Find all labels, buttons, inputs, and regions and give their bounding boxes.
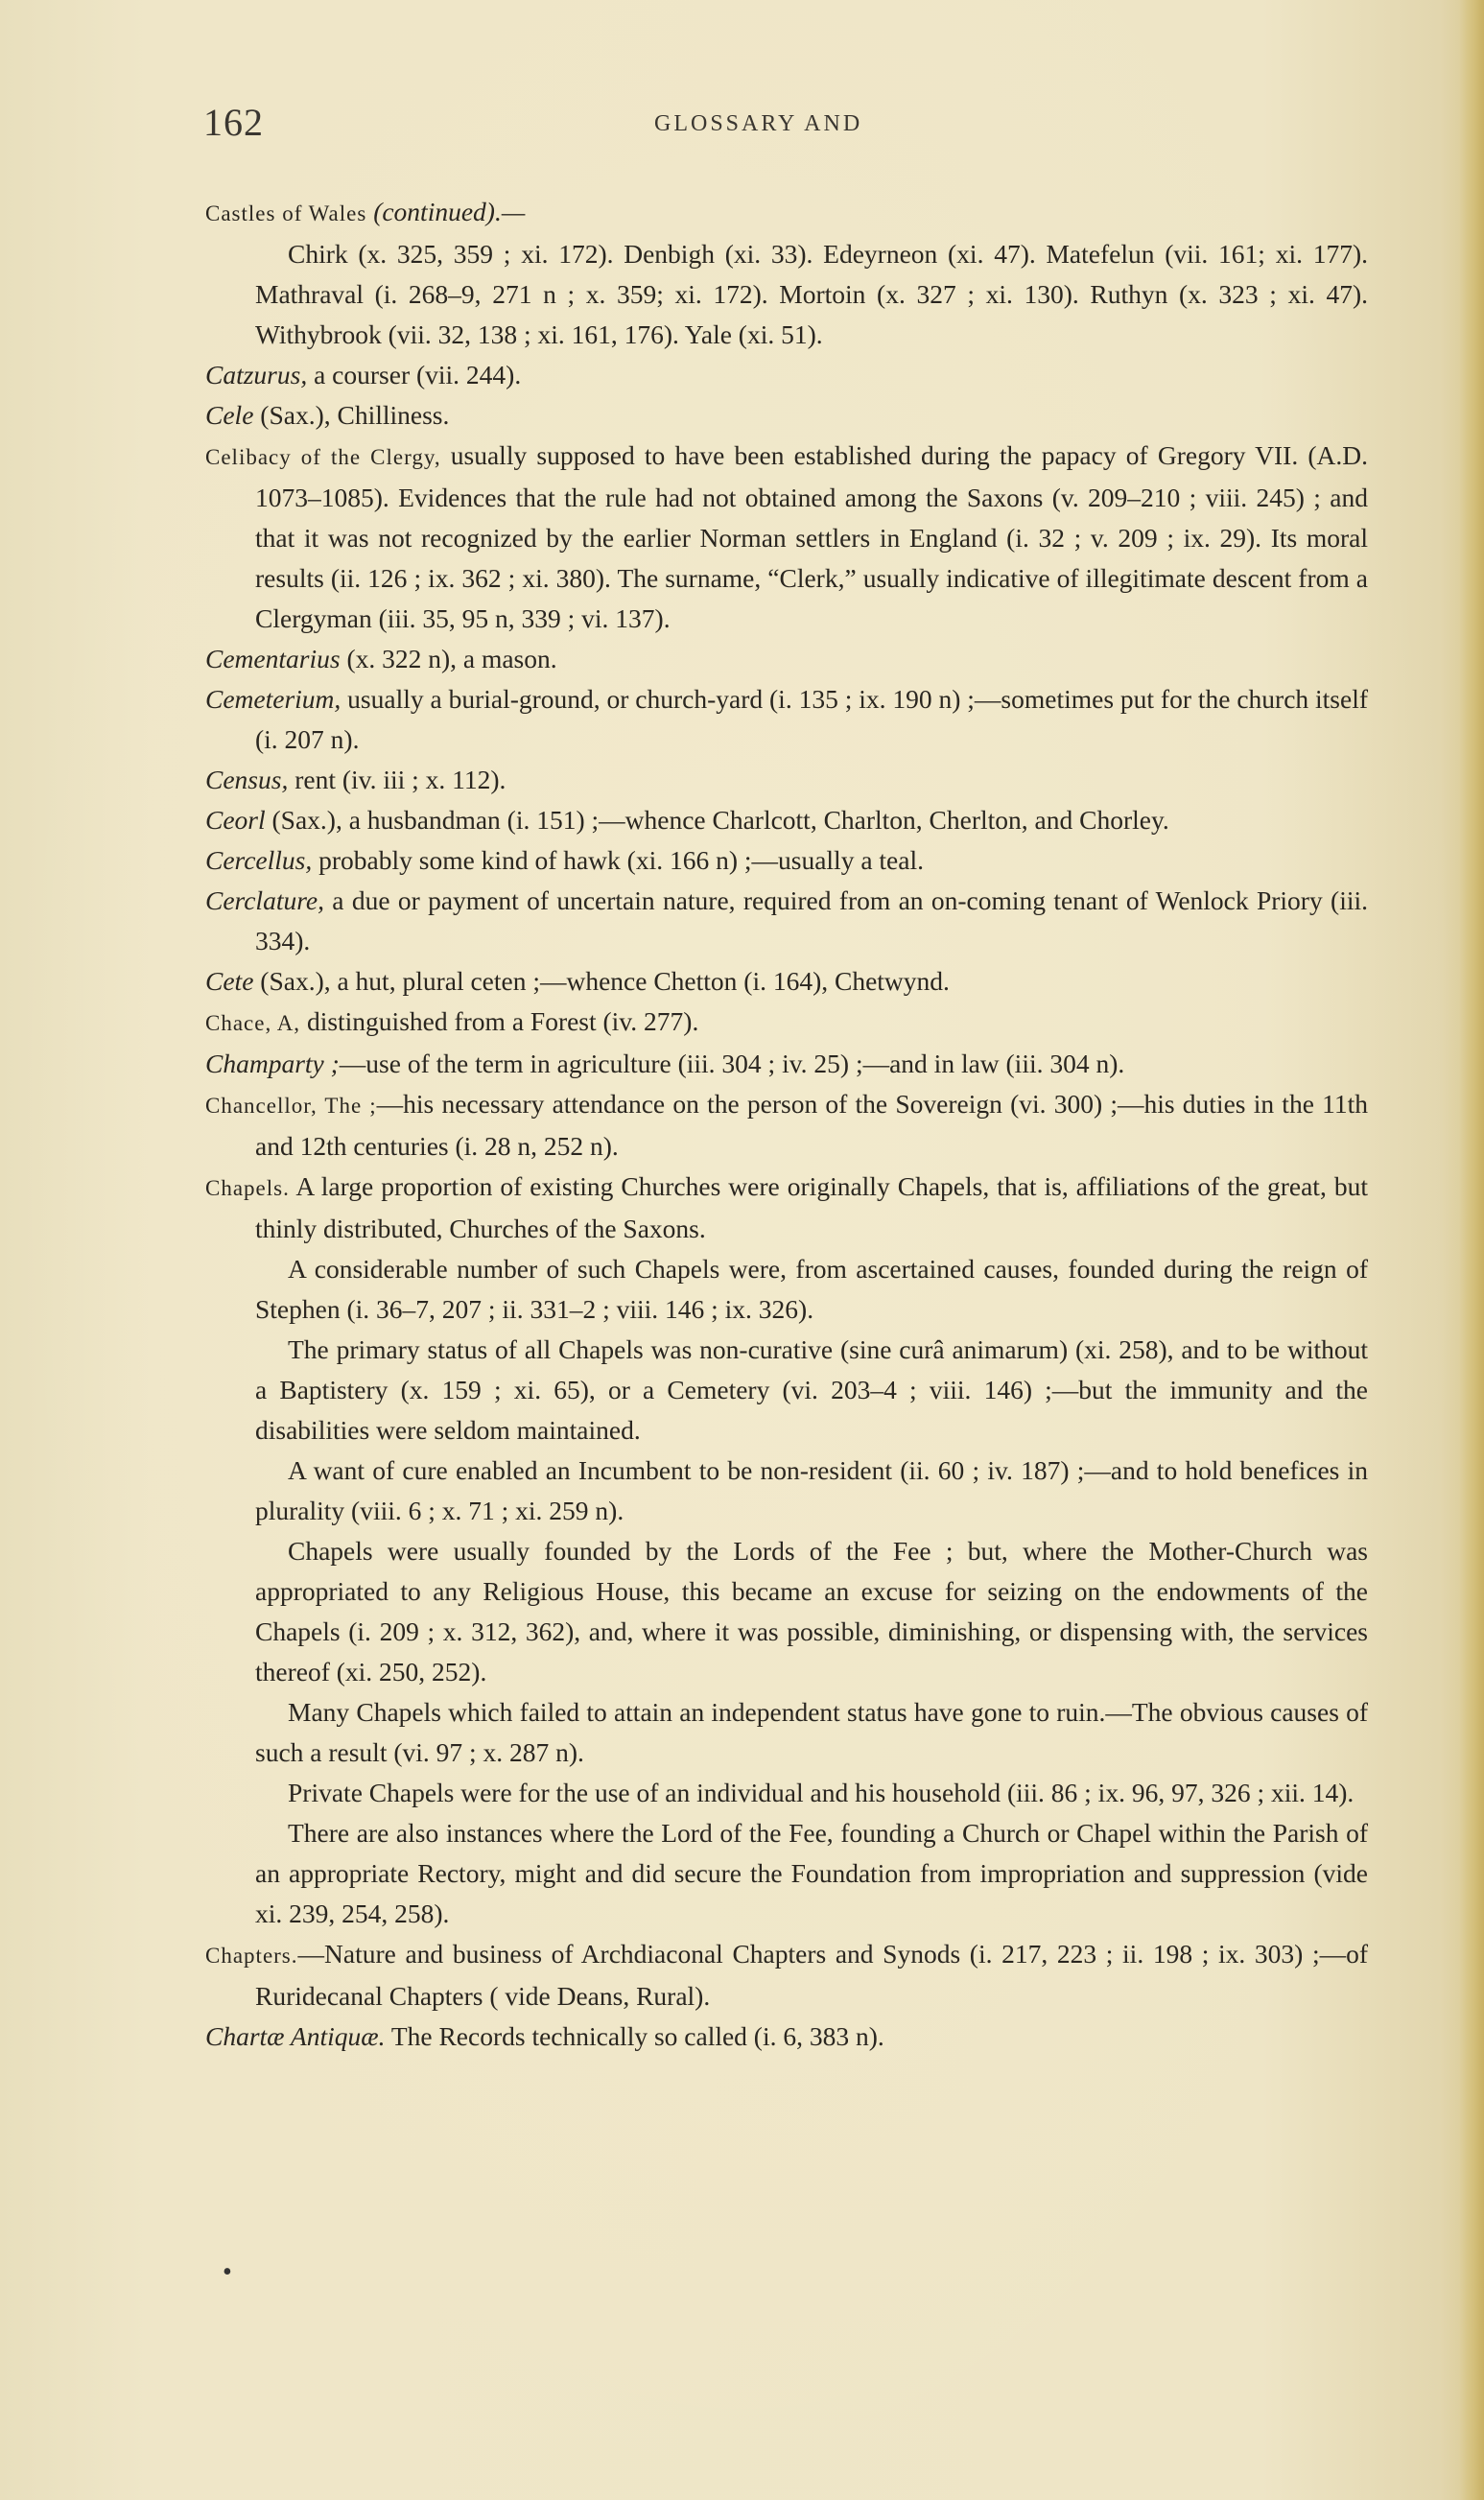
entry-castles-of-wales — [205, 192, 1368, 234]
entry-head: Cele — [205, 400, 254, 430]
entry-body: a courser (vii. 244). — [307, 360, 522, 389]
glossary-text — [205, 192, 1368, 2057]
entry-head: Chancellor, The ; — [205, 1094, 377, 1118]
entry-chapters — [205, 1934, 1368, 2017]
page-number: 162 — [203, 101, 264, 144]
entry-ceorl — [205, 800, 1368, 840]
entry-head: Census, — [205, 765, 289, 794]
entry-head: Cercellus, — [205, 845, 313, 875]
entry-head: Catzurus, — [205, 360, 308, 389]
entry-chace — [205, 1002, 1368, 1044]
entry-chapels — [205, 1167, 1368, 1249]
entry-castles-list — [205, 234, 1368, 355]
entry-head-suffix: (continued).— — [373, 197, 526, 226]
entry-body: —Nature and business of Archdiaconal Chapters and Synods (i. 217, 223 ; ii. 198 ; ix. 303) ;—of Ruridecanal Chapters ( vide Deans, Rural). — [255, 1939, 1368, 2011]
entry-head: Chapels. — [205, 1176, 290, 1200]
entry-body: a due or payment of uncertain nature, required from an on-coming tenant of Wenlock Priory (iii. 334). — [255, 885, 1368, 955]
chapels-paragraph: A want of cure enabled an Incumbent to be non-resident (ii. 60 ; iv. 187) ;—and to hold benefices in plurality (viii. 6 ; x. 71 ; xi. 259 n). — [255, 1455, 1368, 1525]
entry-cele — [205, 395, 1368, 436]
entry-body: —use of the term in agriculture (iii. 304 ; iv. 25) ;—and in law (iii. 304 n). — [339, 1049, 1125, 1078]
chapels-paragraph: The primary status of all Chapels was non-curative (sine curâ animarum) (xi. 258), and to be without a Baptistery (x. 159 ; xi. 65), or a Cemetery (vi. 203–4 ; viii. 146) ;—but the immunity and the disabilities were seldom maintained. — [255, 1334, 1368, 1445]
entry-cete — [205, 961, 1368, 1002]
entry-body: The Records technically so called (i. 6, 383 n). — [385, 2021, 884, 2051]
entry-head: Chace, A, — [205, 1011, 301, 1035]
entry-chancellor — [205, 1084, 1368, 1167]
page-mark: • — [223, 2257, 232, 2287]
entry-champarty — [205, 1044, 1368, 1084]
entry-body: (Sax.), Chilliness. — [253, 400, 450, 430]
entry-body: usually supposed to have been established during the papacy of Gregory VII. (A.D. 1073–1085). Evidences that the rule had not obtained among the Saxons (v. 209–210 ; viii. 245) ; and that it was not recognized by the earlier Norman settlers in England (i. 32 ; v. 209 ; ix. 29). Its moral results (ii. 126 ; ix. 362 ; xi. 380). The surname, “Clerk,” usually indicative of illegitimate descent from a Clergyman (iii. 35, 95 n, 339 ; vi. 137). — [255, 440, 1368, 633]
entry-body: A large proportion of existing Churches were originally Chapels, that is, affiliations of the great, but thinly distributed, Churches of the Saxons. — [255, 1171, 1368, 1243]
entry-head: Champarty ; — [205, 1049, 340, 1078]
entry-body: Chirk (x. 325, 359 ; xi. 172). Denbigh (xi. 33). Edeyrneon (xi. 47). Matefelun (vii. 161; xi. 177). Mathraval (i. 268–9, 271 n ; x. 359; xi. 172). Mortoin (x. 327 ; xi. 130). Ruthyn (x. 323 ; xi. 47). Withybrook (vii. 32, 138 ; xi. 161, 176). Yale (xi. 51). — [255, 239, 1368, 349]
chapels-paragraph: There are also instances where the Lord of the Fee, founding a Church or Chapel within the Parish of an appropriate Rectory, might and did secure the Foundation from impropriation and suppression (vide xi. 239, 254, 258). — [255, 1818, 1368, 1928]
chapels-paragraph: Many Chapels which failed to attain an independent status have gone to ruin.—The obvious causes of such a result (vi. 97 ; x. 287 n). — [255, 1697, 1368, 1767]
entry-head: Ceorl — [205, 805, 266, 835]
entry-body: rent (iv. iii ; x. 112). — [288, 765, 506, 794]
entry-body: probably some kind of hawk (xi. 166 n) ;—usually a teal. — [312, 845, 924, 875]
entry-cercellus — [205, 840, 1368, 881]
chapels-paragraph: A considerable number of such Chapels were, from ascertained causes, founded during the reign of Stephen (i. 36–7, 207 ; ii. 331–2 ; viii. 146 ; ix. 326). — [255, 1254, 1368, 1324]
entry-body: —his necessary attendance on the person of the Sovereign (vi. 300) ;—his duties in the 11th and 12th centuries (i. 28 n, 252 n). — [255, 1089, 1368, 1161]
entry-head: Chapters. — [205, 1944, 298, 1968]
entry-cemeterium — [205, 679, 1368, 760]
chapels-paragraph: Chapels were usually founded by the Lords of the Fee ; but, where the Mother-Church was appropriated to any Religious House, this became an excuse for seizing on the endowments of the Chapels (i. 209 ; x. 312, 362), and, where it was possible, diminishing, or dispensing with, the services thereof (xi. 250, 252). — [255, 1536, 1368, 1686]
entry-census — [205, 760, 1368, 800]
entry-head: Cementarius — [205, 644, 341, 673]
running-head — [203, 100, 1374, 148]
chapels-paragraph: Private Chapels were for the use of an individual and his household (iii. 86 ; ix. 96, 97, 326 ; xii. 14). — [288, 1778, 1354, 1807]
entry-chartae-antiquae — [205, 2017, 1368, 2057]
entry-body: usually a burial-ground, or church-yard (i. 135 ; ix. 190 n) ;—sometimes put for the church itself (i. 207 n). — [255, 684, 1369, 754]
entry-head: Cerclature, — [205, 885, 324, 915]
entry-body: (Sax.), a hut, plural ceten ;—whence Chetton (i. 164), Chetwynd. — [253, 966, 950, 996]
entry-celibacy — [205, 436, 1368, 639]
entry-head: Cete — [205, 966, 254, 996]
entry-body: (Sax.), a husbandman (i. 151) ;—whence Charlcott, Charlton, Cherlton, and Chorley. — [265, 805, 1169, 835]
entry-catzurus — [205, 355, 1368, 395]
entry-head: Cemeterium, — [205, 684, 342, 714]
entry-body: distinguished from a Forest (iv. 277). — [300, 1006, 699, 1036]
entry-head: Celibacy of the Clergy, — [205, 445, 441, 469]
entry-cerclature — [205, 881, 1368, 961]
running-head-title: GLOSSARY AND — [654, 111, 863, 136]
entry-body: (x. 322 n), a mason. — [340, 644, 557, 673]
entry-head: Chartæ Antiquæ. — [205, 2021, 386, 2051]
entry-cementarius — [205, 639, 1368, 679]
entry-head: Castles of Wales — [205, 201, 367, 225]
